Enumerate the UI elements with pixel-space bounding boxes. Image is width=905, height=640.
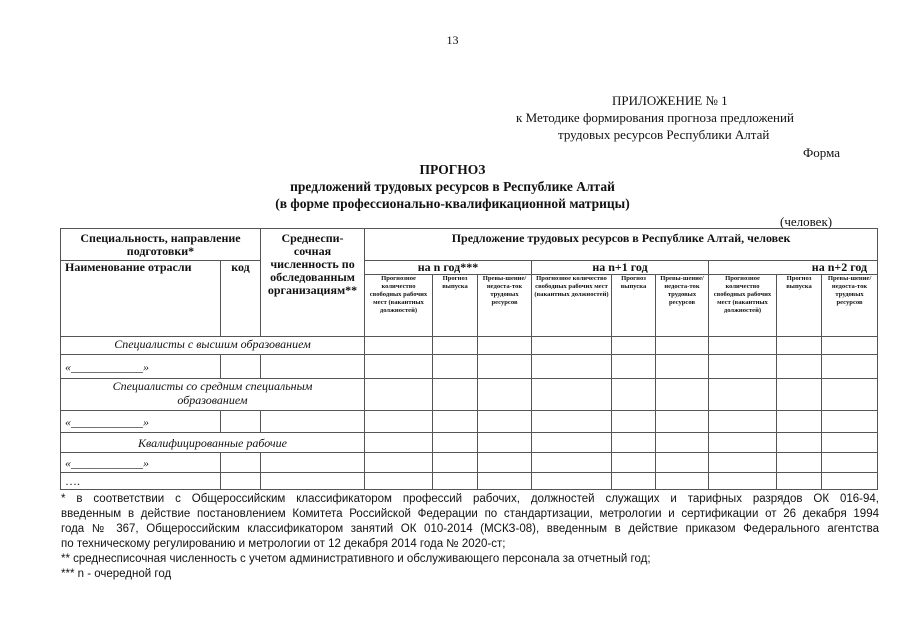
table-row: [61, 453, 878, 473]
table-row: [61, 355, 878, 379]
appendix-subtitle-2: трудовых ресурсов Республики Алтай: [558, 127, 770, 142]
unit-label: (человек): [780, 214, 833, 229]
doc-title: ПРОГНОЗ: [419, 162, 486, 177]
footnote-3: *** n - очередной год: [61, 568, 172, 580]
forecast-matrix-table: [60, 228, 878, 490]
subheader-excess: Превы-шение/ недоста-ток трудовых ресурсов: [656, 275, 709, 337]
section-qualified-workers: Квалифицированные рабочие: [61, 433, 365, 453]
placeholder-cell: «____________»: [61, 453, 221, 473]
appendix-title: ПРИЛОЖЕНИЕ № 1: [612, 93, 728, 108]
placeholder-cell: «____________»: [61, 411, 221, 433]
placeholder-cell: «____________»: [61, 355, 221, 379]
footnote-2: ** среднесписочная численность с учетом административного и обслуживающего персонала за отчетный год;: [61, 553, 651, 565]
footnote-1-line-2: введенным в действие постановлением Комитета Российской Федерации по стандартизации, метрологии и сертификации от 26 декабря 1994: [61, 508, 879, 520]
footnote-1-line-1: * в соответствии с Общероссийским классификатором профессий рабочих, должностей служащих и тарифных разрядов ОК 016-94,: [61, 493, 879, 505]
table-row: [61, 411, 878, 433]
page-number: 13: [446, 33, 459, 47]
section-secondary-education: Специалисты со средним специальным образованием: [61, 379, 365, 411]
table-row: [61, 473, 878, 490]
ellipsis-cell: ….: [61, 473, 221, 490]
subheader-vacancies: Прогнозное количество свободных рабочих мест (вакантных должностей): [709, 275, 777, 337]
header-industry-name: Наименование отрасли: [61, 261, 221, 337]
appendix-subtitle-1: к Методике формирования прогноза предложений: [516, 110, 794, 125]
subheader-excess: Превы-шение/ недоста-ток трудовых ресурсов: [822, 275, 878, 337]
section-higher-education: Специалисты с высшим образованием: [61, 337, 365, 355]
header-code: код: [221, 261, 261, 337]
header-year-n2: на n+2 год: [709, 261, 878, 275]
header-average-headcount: Среднеспи- сочная численность по обследованным организациям**: [261, 229, 365, 337]
doc-subtitle-2: (в форме профессионально-квалификационной матрицы): [275, 196, 630, 211]
subheader-vacancies: Прогнозное количество свободных рабочих мест (вакантных должностей): [365, 275, 433, 337]
subheader-excess: Превы-шение/ недоста-ток трудовых ресурсов: [478, 275, 532, 337]
subheader-graduates: Прогноз выпуска: [433, 275, 478, 337]
header-supply: Предложение трудовых ресурсов в Республике Алтай, человек: [365, 229, 878, 261]
footnote-1-line-3: года № 367, Общероссийским классификатором занятий ОК 010-2014 (МСКЗ-08), введенным в действие приказом Федерального агентства: [61, 523, 879, 535]
footnote-1-line-4: по техническому регулированию и метрологии от 12 декабря 2014 года № 2020-ст;: [61, 538, 506, 550]
subheader-vacancies: Прогнозное количество свободных рабочих мест (вакантных должностей): [532, 275, 612, 337]
header-year-n1: на n+1 год: [532, 261, 709, 275]
header-year-n: на n год***: [365, 261, 532, 275]
header-specialty: Специальность, направление подготовки*: [61, 229, 261, 261]
subheader-graduates: Прогноз выпуска: [777, 275, 822, 337]
form-label: Форма: [803, 145, 840, 160]
subheader-graduates: Прогноз выпуска: [612, 275, 656, 337]
doc-subtitle-1: предложений трудовых ресурсов в Республике Алтай: [290, 179, 615, 194]
